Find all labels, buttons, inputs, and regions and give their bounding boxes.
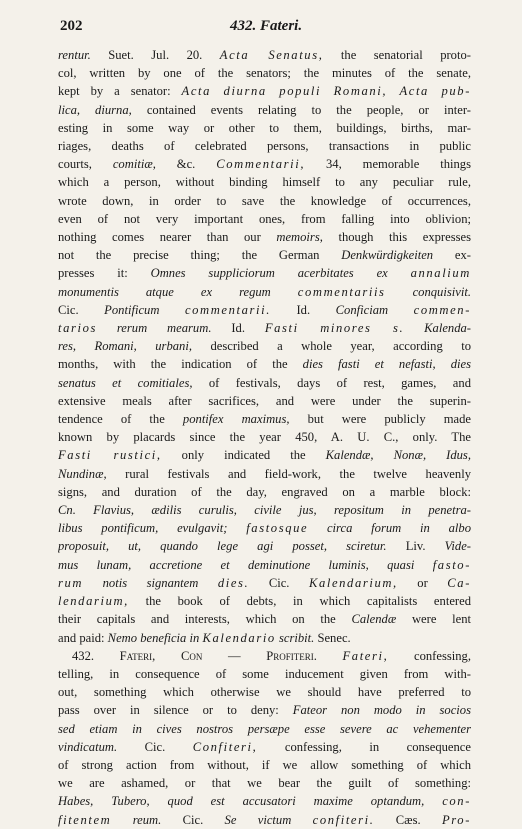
- text-segment: Vide-: [444, 539, 471, 554]
- text-segment: Acta Senatus,: [219, 48, 324, 62]
- text-line: [58, 701, 471, 719]
- text-segment: tendence of the: [58, 412, 183, 427]
- text-line: [58, 592, 471, 610]
- text-segment: memoirs,: [276, 230, 323, 245]
- text-segment: Denkwürdigkeiten: [341, 248, 434, 263]
- text-segment: scribit.: [275, 630, 315, 645]
- text-segment: kept by a senator:: [58, 84, 182, 99]
- text-segment: Nundinæ,: [58, 466, 107, 481]
- body-text: [58, 46, 471, 829]
- text-segment: Commentarii,: [216, 157, 306, 172]
- text-segment: their capitals and interests, which on the: [58, 612, 352, 627]
- text-segment: libus pontificum, evulgavit;: [58, 521, 247, 536]
- text-segment: commen-: [413, 302, 471, 317]
- text-line: [58, 519, 471, 537]
- text-segment: riages, deaths of celebrated persons, transactions in public: [58, 139, 471, 154]
- text-segment: Fateri,: [342, 648, 389, 663]
- text-line: [58, 811, 471, 829]
- text-segment: Cic.: [58, 302, 105, 317]
- text-line: [58, 665, 471, 683]
- text-segment: res, Romani, urbani,: [58, 339, 193, 354]
- text-line: [58, 210, 471, 228]
- text-segment: Id.: [211, 321, 265, 336]
- text-segment: proposuit, ut, quando lege agi posset, sciretur.: [58, 539, 387, 554]
- text-line: [58, 465, 471, 483]
- text-line: [58, 610, 471, 628]
- text-segment: and paid:: [58, 630, 108, 645]
- text-segment: reum.: [111, 812, 162, 827]
- text-segment: Nemo beneficia in: [107, 630, 203, 645]
- text-segment: Kalendarium,: [308, 575, 398, 590]
- text-line: [58, 228, 471, 246]
- text-segment: sed etiam in cives nostros persæpe esse severe ac vehementer: [58, 721, 471, 736]
- text-line: [58, 647, 471, 665]
- text-segment: Liv.: [386, 539, 445, 554]
- text-segment: extensive meals after sacrifices, and were under the superin-: [58, 393, 471, 408]
- text-segment: monumentis atque ex regum: [58, 284, 298, 299]
- text-segment: Cic.: [161, 812, 225, 827]
- text-line: [58, 574, 471, 592]
- text-segment: or: [397, 575, 448, 590]
- text-segment: Kalendæ, Nonæ, Idus,: [325, 448, 471, 463]
- text-segment: [317, 649, 343, 663]
- running-title: 432. Fateri.: [230, 18, 303, 34]
- text-segment: though this expresses: [322, 230, 471, 245]
- text-segment: confessing, in consequence: [257, 739, 471, 754]
- text-segment: commentarii.: [184, 302, 271, 317]
- text-segment: Confiteri,: [192, 739, 258, 754]
- text-line: [58, 173, 471, 191]
- text-line: [58, 46, 471, 64]
- text-line: [58, 119, 471, 137]
- text-segment: of strong action from without, if we allow something of which: [58, 757, 471, 772]
- text-segment: annalium: [410, 266, 471, 281]
- text-segment: confiteri.: [312, 812, 375, 827]
- text-segment: Pro-: [441, 812, 471, 827]
- text-line: [58, 683, 471, 701]
- text-segment: Fasti rustici,: [58, 448, 162, 463]
- text-segment: of festivals, days of rest, games, and: [192, 375, 471, 390]
- text-line: [58, 101, 471, 119]
- text-segment: Cic.: [117, 739, 193, 754]
- text-segment: fasto-: [432, 557, 471, 572]
- text-line: [58, 283, 471, 301]
- text-segment: confessing,: [388, 648, 471, 663]
- text-segment: signs, and duration of the day, engraved on a marble block:: [58, 484, 471, 499]
- page-header: [60, 14, 470, 38]
- text-line: [58, 446, 471, 464]
- text-segment: dies fasti et nefasti, dies: [302, 357, 471, 372]
- text-segment: Kalenda-: [404, 321, 471, 336]
- text-line: [58, 137, 471, 155]
- text-segment: but were publicly made: [289, 412, 471, 427]
- text-line: [58, 374, 471, 392]
- text-segment: Conficiam: [335, 302, 414, 317]
- text-segment: circa forum in albo: [308, 521, 471, 536]
- text-segment: Cic.: [249, 575, 309, 590]
- text-segment: Fateri, Con — Profiteri.: [119, 648, 317, 663]
- text-segment: rentur.: [58, 48, 91, 62]
- text-segment: col, written by one of the senators; the minutes of the senate,: [58, 66, 471, 81]
- text-segment: were lent: [396, 612, 471, 627]
- text-segment: ex-: [433, 248, 471, 263]
- text-line: [58, 756, 471, 774]
- text-segment: Cn. Flavius, ædilis curulis, civile jus, repositum in penetra-: [58, 503, 471, 518]
- text-line: [58, 192, 471, 210]
- text-segment: rum: [58, 575, 84, 590]
- text-line: [58, 301, 471, 319]
- text-segment: Fateor non modo in socios: [292, 703, 471, 718]
- text-segment: Id.: [270, 302, 336, 317]
- text-segment: lendarium,: [58, 594, 129, 609]
- text-line: [58, 629, 471, 647]
- text-segment: which a person, without binding himself to any peculiar rule,: [58, 175, 471, 190]
- text-segment: the senatorial proto-: [323, 48, 471, 62]
- text-line: [58, 64, 471, 82]
- text-segment: only indicated the: [161, 448, 326, 463]
- text-segment: Ca-: [447, 575, 471, 590]
- text-line: [58, 774, 471, 792]
- text-segment: even of not very important ones, from falling into oblivion;: [58, 211, 471, 226]
- text-segment: Omnes suppliciorum acerbitates ex: [150, 266, 411, 281]
- text-segment: Pontificum: [104, 302, 185, 317]
- text-segment: tarios: [58, 321, 97, 336]
- text-segment: described a whole year, according to: [192, 339, 471, 354]
- text-segment: 432.: [72, 648, 120, 663]
- page-number: 202: [60, 18, 83, 34]
- text-line: [58, 720, 471, 738]
- text-segment: known by placards since the year 450, A. U. C., only. The: [58, 430, 471, 445]
- text-line: [58, 82, 471, 100]
- text-line: [58, 537, 471, 555]
- text-line: [58, 337, 471, 355]
- text-line: [58, 355, 471, 373]
- text-segment: Kalendario: [202, 630, 276, 645]
- text-line: [58, 319, 471, 337]
- text-segment: Suet. Jul. 20.: [90, 48, 220, 62]
- text-line: [58, 556, 471, 574]
- text-line: [58, 428, 471, 446]
- text-segment: contained events relating to the people, or inter-: [131, 102, 471, 117]
- text-segment: out, something which otherwise we should have preferred to: [58, 685, 471, 700]
- text-segment: esting in some way or other to them, buildings, births, mar-: [58, 120, 471, 135]
- text-segment: notis signantem: [83, 575, 218, 590]
- text-segment: commentariis: [297, 284, 386, 299]
- text-segment: fitentem: [58, 812, 112, 827]
- text-segment: vindicatum.: [58, 739, 118, 754]
- text-segment: Senec.: [314, 630, 351, 645]
- text-segment: pontifex maximus,: [182, 412, 290, 427]
- text-segment: mus lunam, accretione et deminutione luminis, quasi: [58, 557, 433, 572]
- text-line: [58, 501, 471, 519]
- text-segment: dies.: [217, 575, 250, 590]
- text-segment: con-: [442, 794, 471, 809]
- text-segment: we are ashamed, or that we bear the guilt of something:: [58, 776, 471, 791]
- text-segment: presses it:: [58, 266, 151, 281]
- text-segment: rerum mearum.: [97, 321, 212, 336]
- text-segment: Se victum: [224, 812, 313, 827]
- text-line: [58, 246, 471, 264]
- text-segment: courts,: [58, 157, 113, 172]
- text-segment: months, with the indication of the: [58, 357, 303, 372]
- text-line: [58, 792, 471, 810]
- text-line: [58, 155, 471, 173]
- text-segment: nothing comes nearer than our: [58, 230, 277, 245]
- text-segment: the book of debts, in which capitalists entered: [128, 594, 471, 609]
- text-line: [58, 264, 471, 282]
- text-segment: Cæs.: [374, 812, 442, 827]
- text-segment: Habes, Tubero, quod est accusatori maxime optandum,: [58, 794, 443, 809]
- text-line: [58, 410, 471, 428]
- text-segment: telling, in consequence of some inducement given from with-: [58, 666, 471, 681]
- text-segment: pass over in silence or to deny:: [58, 703, 293, 718]
- text-line: [58, 483, 471, 501]
- text-segment: not the precise thing; the German: [58, 248, 342, 263]
- text-line: [58, 392, 471, 410]
- text-line: [58, 738, 471, 756]
- text-segment: Acta diurna populi Romani, Acta pub-: [181, 84, 471, 99]
- text-segment: 34, memorable things: [305, 157, 471, 172]
- text-segment: fastosque: [246, 521, 309, 536]
- text-segment: senatus et comitiales,: [58, 375, 193, 390]
- text-segment: Calendæ: [351, 612, 397, 627]
- text-segment: lica, diurna,: [58, 102, 132, 117]
- text-segment: conquisivit.: [385, 284, 471, 299]
- text-segment: &c.: [155, 157, 217, 172]
- text-segment: Fasti minores s.: [264, 321, 405, 336]
- text-segment: rural festivals and field-work, the twelve heavenly: [106, 466, 471, 481]
- text-segment: comitiæ,: [112, 157, 156, 172]
- text-segment: wrote down, in order to save the knowledge of occurrences,: [58, 193, 471, 208]
